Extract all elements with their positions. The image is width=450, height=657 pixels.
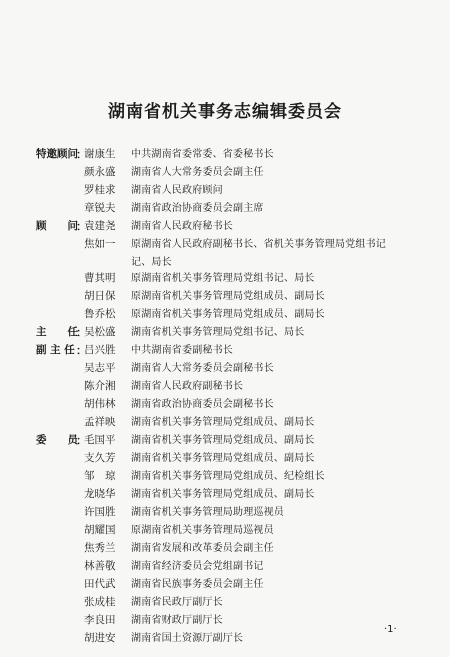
member-name: 胡日保 bbox=[84, 290, 116, 302]
member-position: 原湖南省机关事务管理局巡视员 bbox=[131, 525, 274, 536]
member-row bbox=[0, 450, 450, 467]
member-row bbox=[0, 504, 450, 521]
member-position: 记、局长 bbox=[131, 257, 172, 268]
member-name: 袁建尧 bbox=[84, 220, 116, 232]
member-position: 湖南省人民政府副秘书长 bbox=[131, 381, 244, 392]
member-name: 罗桂求 bbox=[84, 184, 116, 196]
member-position: 中共湖南省委副秘书长 bbox=[131, 345, 233, 356]
member-row bbox=[0, 432, 450, 449]
member-position: 湖南省国土资源厅副厅长 bbox=[131, 633, 244, 644]
member-name: 张成桂 bbox=[84, 596, 116, 608]
member-row bbox=[0, 486, 450, 503]
member-position: 湖南省机关事务管理局党组成员、副局长 bbox=[131, 435, 315, 446]
member-name: 吴志平 bbox=[84, 362, 116, 374]
member-row bbox=[0, 414, 450, 431]
member-position: 湖南省政治协商委员会副主席 bbox=[131, 203, 264, 214]
member-position: 湖南省政治协商委员会副秘书长 bbox=[131, 399, 274, 410]
member-name: 颜永盛 bbox=[84, 166, 116, 178]
member-position: 湖南省人民政府秘书长 bbox=[131, 221, 233, 232]
member-name: 胡伟林 bbox=[84, 398, 116, 410]
member-position: 湖南省人大常务委员会副秘书长 bbox=[131, 363, 274, 374]
member-row bbox=[0, 612, 450, 629]
member-name: 鲁乔松 bbox=[84, 308, 116, 320]
member-position: 中共湖南省委常委、省委秘书长 bbox=[131, 149, 274, 160]
member-name: 孟祥映 bbox=[84, 416, 116, 428]
member-position: 湖南省财政厅副厅长 bbox=[131, 615, 223, 626]
member-name: 焦如一 bbox=[84, 238, 116, 250]
member-position: 湖南省民族事务委员会副主任 bbox=[131, 579, 264, 590]
member-row bbox=[0, 630, 450, 647]
role-label: 特邀顾问 bbox=[36, 148, 78, 160]
member-position: 湖南省机关事务管理局党组成员、纪检组长 bbox=[131, 471, 325, 482]
role-label: 副 主 任 bbox=[36, 344, 75, 356]
member-row bbox=[0, 146, 450, 163]
member-row bbox=[0, 558, 450, 575]
member-row bbox=[0, 306, 450, 323]
member-name: 陈介湘 bbox=[84, 380, 116, 392]
member-position: 湖南省发展和改革委员会副主任 bbox=[131, 543, 274, 554]
role-colon: ： bbox=[76, 220, 87, 233]
member-name: 胡耀国 bbox=[84, 524, 116, 536]
role-label: 委 员 bbox=[36, 434, 78, 446]
member-position: 原湖南省机关事务管理局党组书记、局长 bbox=[131, 273, 315, 284]
member-position: 原湖南省人民政府副秘书长、省机关事务管理局党组书记 bbox=[131, 239, 386, 250]
member-row bbox=[0, 540, 450, 557]
member-row bbox=[0, 594, 450, 611]
member-position: 湖南省经济委员会党组副书记 bbox=[131, 561, 264, 572]
member-position: 湖南省机关事务管理局党组书记、局长 bbox=[131, 327, 305, 338]
member-row bbox=[0, 288, 450, 305]
member-name: 邹 琼 bbox=[84, 470, 116, 482]
member-name: 章锐夫 bbox=[84, 202, 116, 214]
member-row bbox=[0, 200, 450, 217]
role-label: 顾 问 bbox=[36, 220, 78, 232]
role-colon: ： bbox=[76, 326, 87, 339]
role-colon: ： bbox=[76, 344, 87, 357]
member-name: 焦秀兰 bbox=[84, 542, 116, 554]
member-row bbox=[0, 576, 450, 593]
member-name: 田代武 bbox=[84, 578, 116, 590]
member-row bbox=[0, 342, 450, 359]
member-position: 湖南省机关事务管理局党组成员、副局长 bbox=[131, 453, 315, 464]
member-position: 湖南省机关事务管理局党组成员、副局长 bbox=[131, 489, 315, 500]
member-row bbox=[0, 522, 450, 539]
page-number: ·1· bbox=[384, 624, 397, 635]
member-position: 原湖南省机关事务管理局党组成员、副局长 bbox=[131, 291, 325, 302]
role-colon: ： bbox=[76, 148, 87, 161]
member-name: 曹其明 bbox=[84, 272, 116, 284]
member-name: 龙晓华 bbox=[84, 488, 116, 500]
member-name: 吕兴胜 bbox=[84, 344, 116, 356]
member-position: 湖南省机关事务管理局助理巡视员 bbox=[131, 507, 284, 518]
member-name: 谢康生 bbox=[84, 148, 116, 160]
member-row bbox=[0, 164, 450, 181]
role-label: 主 任 bbox=[36, 326, 78, 338]
role-colon: ： bbox=[76, 434, 87, 447]
member-row bbox=[0, 254, 450, 271]
member-row bbox=[0, 378, 450, 395]
member-row bbox=[0, 182, 450, 199]
member-row bbox=[0, 218, 450, 235]
member-name: 毛国平 bbox=[84, 434, 116, 446]
member-row bbox=[0, 270, 450, 287]
member-name: 支久芳 bbox=[84, 452, 116, 464]
member-name: 林善敬 bbox=[84, 560, 116, 572]
member-name: 李良田 bbox=[84, 614, 116, 626]
member-name: 吴松盛 bbox=[84, 326, 116, 338]
document-title: 湖南省机关事务志编辑委员会 bbox=[108, 102, 342, 122]
member-name: 胡进安 bbox=[84, 632, 116, 644]
member-row bbox=[0, 396, 450, 413]
member-position: 湖南省人民政府顾问 bbox=[131, 185, 223, 196]
member-row bbox=[0, 236, 450, 253]
member-position: 湖南省机关事务管理局党组成员、副局长 bbox=[131, 417, 315, 428]
member-row bbox=[0, 468, 450, 485]
member-row bbox=[0, 324, 450, 341]
member-row bbox=[0, 360, 450, 377]
member-position: 湖南省人大常务委员会副主任 bbox=[131, 167, 264, 178]
member-position: 湖南省民政厅副厅长 bbox=[131, 597, 223, 608]
member-name: 许国胜 bbox=[84, 506, 116, 518]
member-position: 原湖南省机关事务管理局党组成员、副局长 bbox=[131, 309, 325, 320]
